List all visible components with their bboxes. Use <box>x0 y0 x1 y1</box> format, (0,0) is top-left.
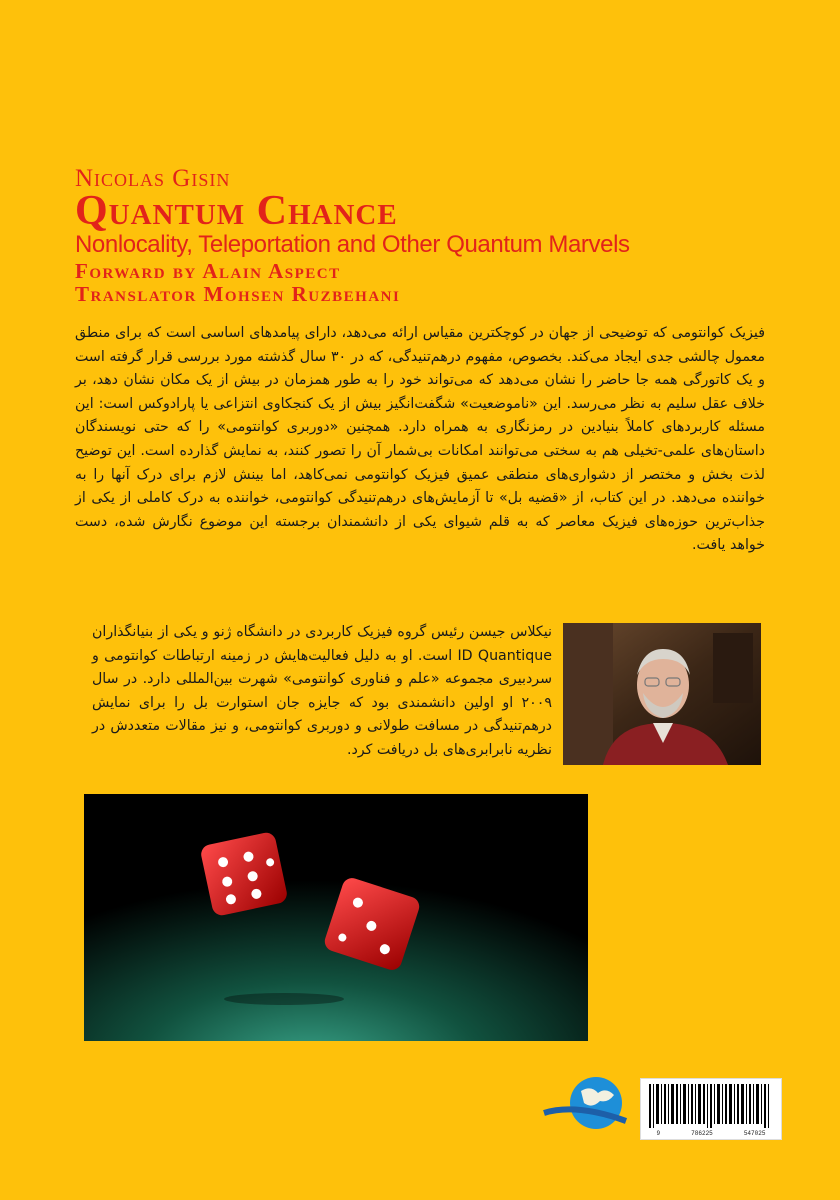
cover-header <box>75 166 775 306</box>
book-subtitle: Nonlocality, Teleportation and Other Quantum Marvels <box>75 231 630 258</box>
foreword-credit: Forward by Alain Aspect <box>75 259 341 283</box>
barcode-digits <box>641 1130 781 1137</box>
translator-credit: Translator Mohsen Ruzbehani <box>75 282 401 306</box>
barcode-digit-lead: 9 <box>656 1130 661 1137</box>
barcode-digits-right: 547025 <box>743 1130 766 1137</box>
author-portrait <box>563 623 761 765</box>
book-blurb: فیزیک کوانتومی که توضیحی از جهان در کوچکترین مقیاس ارائه می‌دهد، دارای پیامدهای اساسی است که برای منطق معمول چالشی جدی ایجاد می‌کند. بخصوص، مفهوم درهم‌تنیدگی، که در ۳۰ سال گذشته مورد بررسی قرار گرفته است و یک کاتورگی همه جا حاضر را نشان می‌دهد که می‌تواند خود را به طور همزمان در بیش از یک مکان نشان دهد، بر خلاف عقل سلیم به نظر می‌رسد. این «ناموضعیت» شگفت‌انگیز بیش از یک کنجکاوی انتزاعی یا پارادوکس است: این مسئله کاربردهای کاملاً بنیادین در رمزنگاری به همراه دارد. همچنین «دوربری کوانتومی» را که حتی نویسندگان داستان‌های علمی-تخیلی هم به سختی می‌توانند امکانات بی‌شمار آن را تصور کنند، به نمایش گذارده است. این توضیح لذت بخش و مختصر از دشواری‌های منطقی عمیق فیزیک کوانتومی نمی‌کاهد، اما بینش لازم برای درک آنها را به خواننده می‌دهد. در این کتاب، از «قضیه بل» تا آزمایش‌های درهم‌تنیدگی کوانتومی، خواننده به درک کاملی از یکی از جذاب‌ترین حوزه‌های فیزیک معاصر که به قلم شیوای یکی از دانشمندان برجسته این موضوع نگارش شده، دست خواهد یافت. <box>75 325 765 554</box>
author-name: Nicolas Gisin <box>75 165 231 192</box>
book-title: Quantum Chance <box>75 188 398 234</box>
barcode-digits-left: 786225 <box>691 1130 713 1137</box>
isbn-barcode <box>640 1078 782 1140</box>
publisher-logo <box>536 1073 636 1133</box>
author-bio: نیکلاس جیسن رئیس گروه فیزیک کاربردی در دانشگاه ژنو و یکی از بنیانگذاران ID Quantique است. او به دلیل فعالیت‌هایش در زمینه ارتباطات کوانتومی و سردبیری مجموعه «علم و فناوری کوانتومی» شهرت بین‌المللی دارد. در سال ۲۰۰۹ او اولین دانشمندی بود که جایزه جان استوارت بل را برای نمایش درهم‌تنیدگی در مسافت طولانی و دوربری کوانتومی، و نیز مقالات متعددش در نظریه نابرابری‌های بل دریافت کرد. <box>92 624 552 758</box>
dice-photo <box>84 794 588 1041</box>
